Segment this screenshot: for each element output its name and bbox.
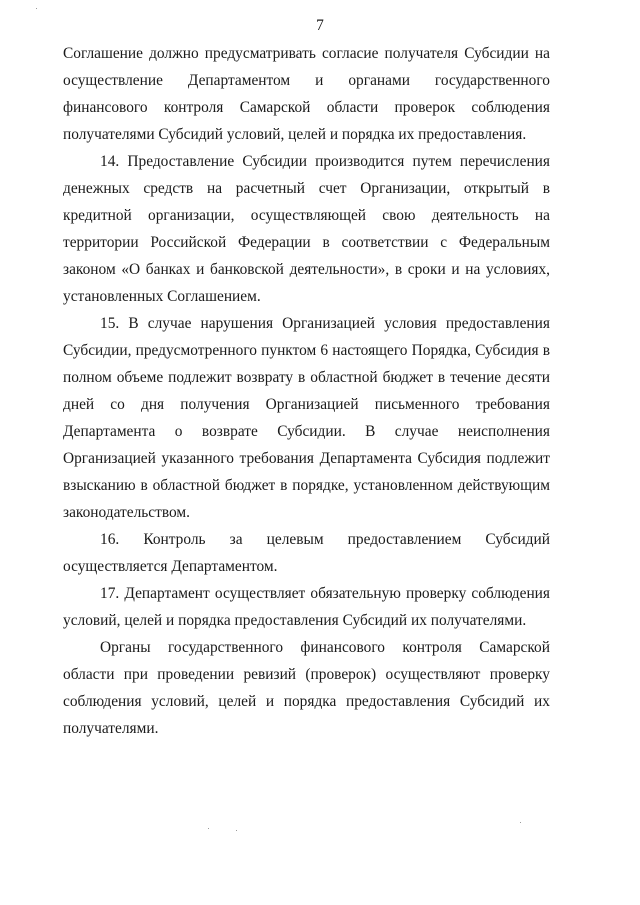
scan-speck	[36, 8, 37, 9]
paragraph-14-payment: 14. Предоставление Субсидии производится путем перечисления денежных средств на расчетный счет Организации, открытый в кредитной организации, осуществляющей свою деятельность на территории Российской Федерации в соответствии с Федеральным законом «О банках и банковской деятельности», в сроки и на условиях, установленных Соглашением.	[63, 153, 550, 305]
paragraph-17-inspection: 17. Департамент осуществляет обязательную проверку соблюдения условий, целей и порядка предоставления Субсидий их получателями.	[63, 585, 550, 629]
scan-speck	[236, 830, 237, 831]
paragraph-15-violation-refund: 15. В случае нарушения Организацией условия предоставления Субсидии, предусмотренного пунктом 6 настоящего Порядка, Субсидия в полном объеме подлежит возврату в областной бюджет в течение десяти дней со дня получения Организацией письменного требования Департамента о возврате Субсидии. В случае неисполнения Организацией указанного требования Департамента Субсидия подлежит взысканию в областной бюджет в порядке, установленном действующим законодательством.	[63, 315, 550, 521]
scan-speck	[520, 822, 521, 823]
page-number: 7	[316, 17, 324, 34]
paragraph-16-control: 16. Контроль за целевым предоставлением Субсидий осуществляется Департаментом.	[63, 531, 550, 575]
document-body	[63, 40, 550, 742]
scan-speck	[208, 828, 209, 829]
paragraph-agreement-consent: Соглашение должно предусматривать согласие получателя Субсидии на осуществление Департаментом и органами государственного финансового контроля Самарской области проверок соблюдения получателями Субсидий условий, целей и порядка их предоставления.	[63, 45, 550, 143]
paragraph-financial-control-bodies: Органы государственного финансового контроля Самарской области при проведении ревизий (проверок) осуществляют проверку соблюдения условий, целей и порядка предоставления Субсидий их получателями.	[63, 639, 550, 737]
